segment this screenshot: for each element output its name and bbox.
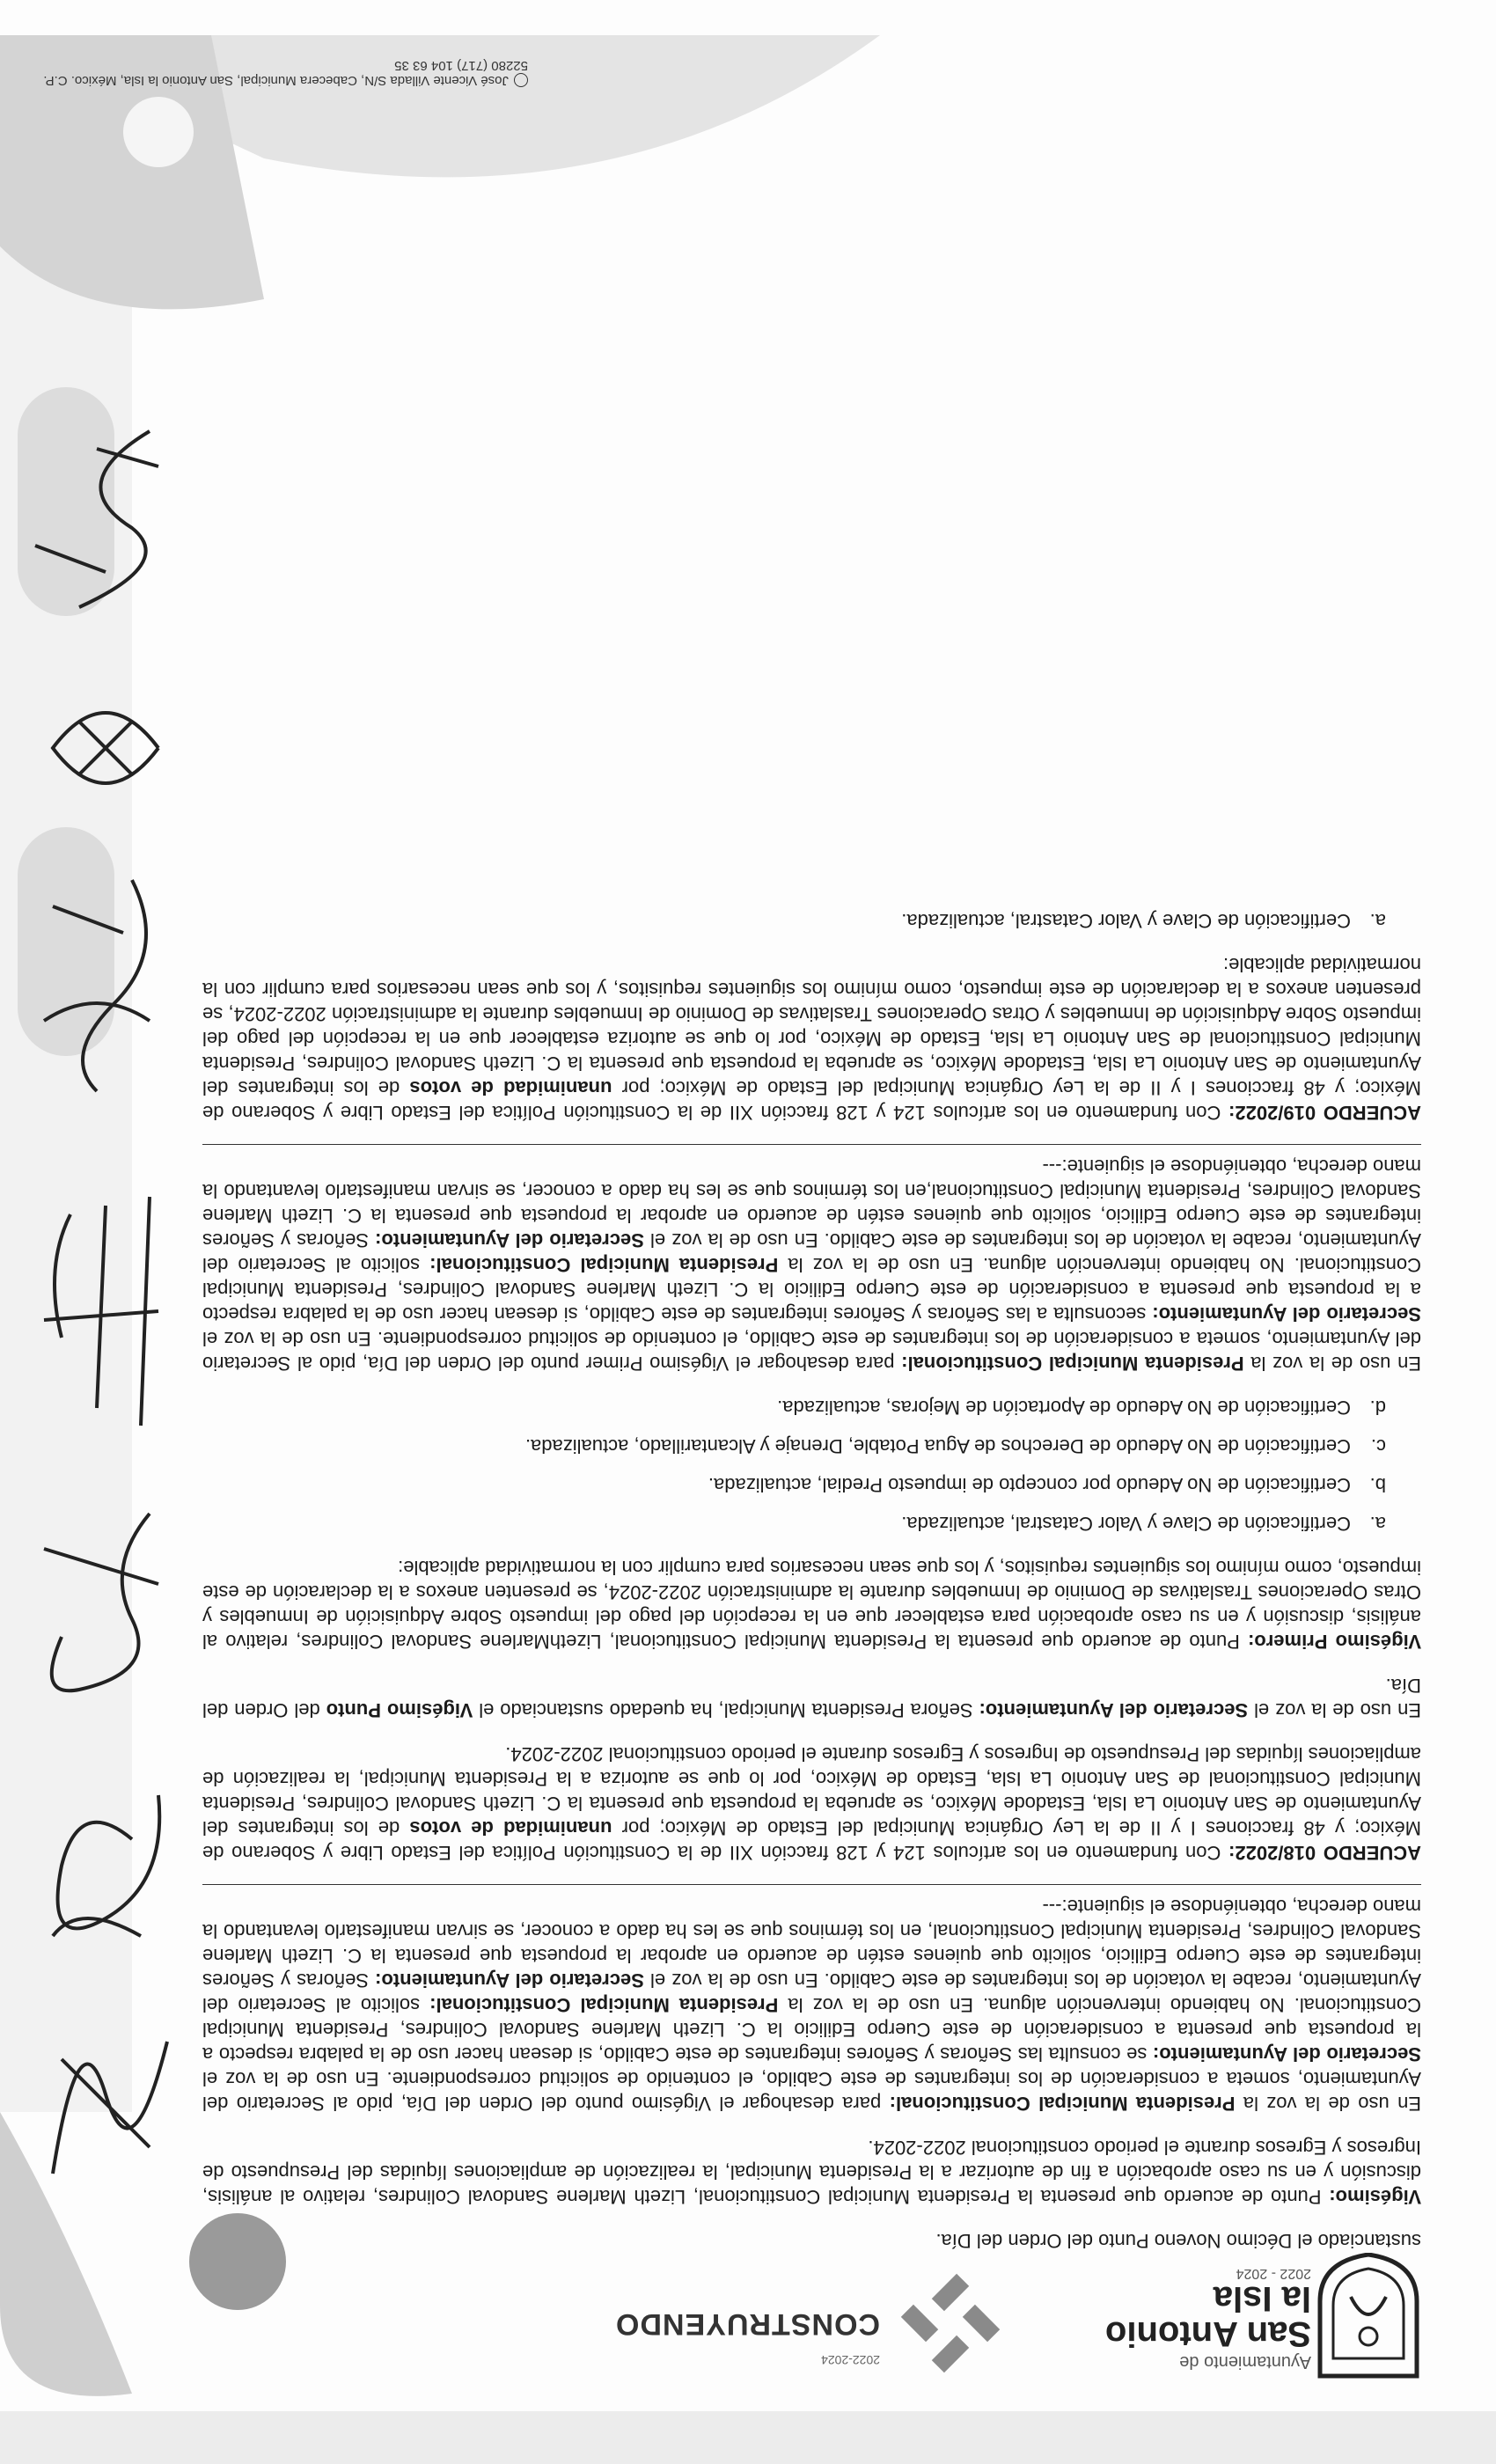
emphasis: Vigésimo Punto	[326, 1699, 473, 1721]
footer-address	[35, 58, 528, 88]
acuerdo-label: ACUERDO 018/2022:	[1228, 1842, 1421, 1864]
list-text: Certificación de No Adeudo de Derechos de Agua Potable, Drenaje y Alcantarillado, actualizada.	[524, 1435, 1351, 1457]
list-item	[202, 908, 1386, 933]
document-body	[202, 889, 1421, 2253]
municipality-prefix: Ayuntamiento de	[1179, 2352, 1311, 2372]
emphasis: unanimidad de votos	[409, 1077, 612, 1099]
speaker: Secretario del Ayuntamiento:	[979, 1699, 1249, 1721]
item-label: Vigésimo Primero:	[1248, 1631, 1421, 1653]
construyendo-title: CONSTRUYENDO	[614, 2307, 880, 2341]
requirements-list-2	[202, 908, 1386, 933]
text: solicito al Secretario del Ayuntamiento, recabe la votación de los integrantes de este Cabildo. En uso de la voz el	[202, 1229, 1421, 1276]
requirements-list	[202, 1395, 1386, 1536]
text: En uso de la voz la	[1243, 1353, 1421, 1375]
signature-image	[26, 1778, 185, 1971]
globe-icon	[514, 73, 528, 87]
signature-image	[26, 414, 185, 625]
text: Señoras y Señores integrantes de este Cuerpo Edilicio, solicito que quienes estén de acuerdo en aprobar la propuesta que presenta la C. Lizeth Marlene Sandoval Colindres, Presidenta Municipal Constitucional, en los términos que se les ha dado a conocer, se sirvan manifestarlo levantando la mano derecha, obteniéndose el siguiente:---	[202, 1896, 1421, 1991]
text: Punto de acuerdo que presenta la Presidenta Municipal Constitucional, Lizeth Marlene Sandoval Colindres, relativo al análisis, discusión y en su caso aprobación a fin de autorizar a la Presidenta Municipal, la realización de ampliaciones líquidas del Presupuesto de Ingresos y Egresos durante el periodo constitucional 2022-2024.	[202, 2137, 1421, 2208]
list-text: Certificación de No Adeudo por concepto de impuesto Predial, actualizada.	[708, 1474, 1351, 1496]
speaker: Presidenta Municipal Constitucional:	[429, 1254, 779, 1276]
signature-image	[26, 1179, 185, 1443]
list-letter: b.	[1369, 1474, 1386, 1496]
list-text: Certificación de Clave y Valor Catastral, actualizada.	[901, 1513, 1351, 1535]
emphasis: unanimidad de votos	[409, 1817, 612, 1839]
speaker: Presidenta Municipal Constitucional:	[429, 1994, 779, 2016]
signature-image	[26, 1496, 185, 1725]
paragraph-sustanciado	[202, 1673, 1421, 1722]
text: Con fundamento en los artículos 124 y 128 fracción XII de la Constitución Política del Estado Libre y Soberano de México; y 48 fracciones I y II de la Ley Orgánica Municipal del Estado de México; por	[202, 1077, 1421, 1124]
item-label: Vigésimo:	[1329, 2186, 1421, 2208]
text: Señoras y Señores integrantes de este Cuerpo Edilicio, solicito que quienes estén de acuerdo en aprobar la propuesta que presenta la C. Lizeth Marlene Sandoval Colindres, Presidenta Municipal Constitucional,en los términos que se les ha dado a conocer, se sirvan manifestarlo levantando la mano derecha, obteniéndose el siguiente:---	[202, 1155, 1421, 1251]
construyendo-logo-icon	[898, 2270, 1003, 2376]
speaker: Secretario del Ayuntamiento:	[1152, 2043, 1421, 2065]
speaker: Secretario del Ayuntamiento:	[375, 1969, 644, 1991]
list-text: Certificación de Clave y Valor Catastral, actualizada.	[901, 910, 1351, 932]
municipality-name	[1065, 2265, 1311, 2372]
text: solicito al Secretario del Ayuntamiento, recabe la votación de los integrantes de este Cabildo. En uso de la voz el	[202, 1969, 1421, 2016]
signature-image	[26, 669, 185, 827]
text: En uso de la voz el	[1248, 1699, 1421, 1721]
paragraph-acuerdo-018	[202, 1742, 1421, 1865]
paragraph-vote-2	[202, 1144, 1421, 1375]
signatures-column	[0, 387, 194, 2235]
list-item	[202, 1472, 1386, 1497]
text: se consulta las Señoras y Señores integrantes de este Cabildo, si desean hacer uso de la palabra respecto a la propuesta que presenta a consideración de este Cuerpo Edilicio la C. Lizeth Marlene Sandoval Colindres, Presidenta Municipal Constitucional. No habiendo intervención alguna. En uso de la voz la	[202, 1994, 1421, 2065]
paragraph-vigesimo	[202, 2135, 1421, 2209]
list-item	[202, 1511, 1386, 1536]
paragraph-vote-1	[202, 1884, 1421, 2116]
list-text: Certificación de No Adeudo de Aportación de Mejoras, actualizada.	[777, 1397, 1351, 1419]
paragraph-intro	[202, 2228, 1421, 2253]
speaker: Presidenta Municipal Constitucional:	[889, 2093, 1236, 2115]
list-letter: a.	[1369, 910, 1386, 932]
text: para desahogar el Vigésimo punto del Orden del Día, pido al Secretario del Ayuntamiento, someta a consideración de los integrantes de este Cabildo, el contenido de solicitud correspondiente. En uso de la voz el	[202, 2068, 1421, 2115]
signature-image	[26, 2024, 185, 2200]
text: seconsulta a las Señoras y Señores integrantes de este Cabildo, si desean hacer uso de la palabra respecto a la propuesta que presenta a consideración de este Cuerpo Edilicio la C. Lizeth Marlene Sandoval Colindres, Presidenta Municipal Constitucional. No habiendo intervención alguna. En uso de la voz la	[202, 1254, 1421, 1325]
list-letter: a.	[1369, 1513, 1386, 1535]
divider	[202, 1144, 1421, 1154]
list-item	[202, 1395, 1386, 1419]
list-letter: c.	[1370, 1435, 1386, 1457]
list-item	[202, 1434, 1386, 1458]
speaker: Secretario del Ayuntamiento:	[1152, 1303, 1421, 1325]
text: Con fundamento en los artículos 124 y 128 fracción XII de la Constitución Política del Estado Libre y Soberano de México; y 48 fracciones I y II de la Ley Orgánica Municipal del Estado de México; por	[202, 1817, 1421, 1864]
speaker: Secretario del Ayuntamiento:	[375, 1229, 644, 1251]
paragraph-acuerdo-019	[202, 952, 1421, 1125]
paragraph-vigesimo-primero	[202, 1555, 1421, 1654]
municipality-line2: la Isla	[1213, 2279, 1311, 2318]
municipality-period: 2022 - 2024	[1236, 2266, 1311, 2281]
municipal-crest-icon	[1311, 2253, 1426, 2385]
list-letter: d.	[1369, 1397, 1386, 1419]
signature-image	[26, 862, 185, 1109]
text: Punto de acuerdo que presenta la Presidenta Municipal Constitucional, LizethMarlene Sandoval Colindres, relativo al análisis, discusión y en su caso aprobación para establecer que en la recepción del pago del impuesto Sobre Adquisición de Inmuebles y Otras Operaciones Traslativas de Dominio de Inmuebles durante la administración 2022-2024, se presenten anexos a la declaración de este impuesto, como mínimo los siguientes requisitos, y los que sean necesarios para cumplir con la normatividad aplicable:	[202, 1557, 1421, 1653]
text: En uso de la voz la	[1235, 2093, 1421, 2115]
construyendo-subtitle: 2022-2024	[821, 2353, 880, 2367]
text: de los integrantes del Ayuntamiento de San Antonio La Isla, Estadode México, se aprueba la propuesta que presenta la C. Lizeth Sandoval Colindres, Presidenta Municipal Constitucional de San Antonio La Isla, Estado de México, por lo que se autoriza establecer que en la recepción del pago del impuesto Sobre Adquisición de Inmuebles y Otras Operaciones Traslativas de Dominio de Inmuebles durante la administración 2022-2024, se presenten anexos a la declaración de este impuesto, como mínimo los siguientes requisitos, y los que sean necesarios para cumplir con la normatividad aplicable:	[202, 954, 1421, 1099]
municipality-line1: San Antonio	[1104, 2314, 1311, 2353]
text: de los integrantes del Ayuntamiento de San Antonio La Isla, Estadode México, se aprueba la propuesta que presenta la C. Lizeth Sandoval Colindres, Presidenta Municipal Constitucional de San Antonio La Isla, Estado de México, por lo que se autoriza a la Presidenta Municipal, la realización de ampliaciones líquidas del Presupuesto de Ingresos y Egresos durante el periodo constitucional 2022-2024.	[202, 1743, 1421, 1839]
text: sustanciado el Décimo Noveno Punto del Orden del Día.	[935, 2230, 1421, 2252]
header-band	[0, 2411, 1496, 2464]
divider	[202, 1884, 1421, 1894]
text: para desahogar el Vigésimo Primer punto del Orden del Día, pido al Secretario del Ayuntamiento, someta a consideración de los integrantes de este Cabildo, el contenido de solicitud correspondiente. En uso de la voz el	[202, 1328, 1421, 1375]
text: del Orden del Día.	[202, 1675, 1421, 1721]
text: Señora Presidenta Municipal, ha quedado sustanciado el	[473, 1699, 979, 1721]
speaker: Presidenta Municipal Constitucional:	[901, 1353, 1244, 1375]
acuerdo-label: ACUERDO 019/2022:	[1228, 1102, 1421, 1124]
footer-address-text: José Vicente Villada S/N, Cabecera Municipal, San Antonio la Isla, México. C.P. 52280 (717) 104 63 35	[43, 57, 528, 88]
